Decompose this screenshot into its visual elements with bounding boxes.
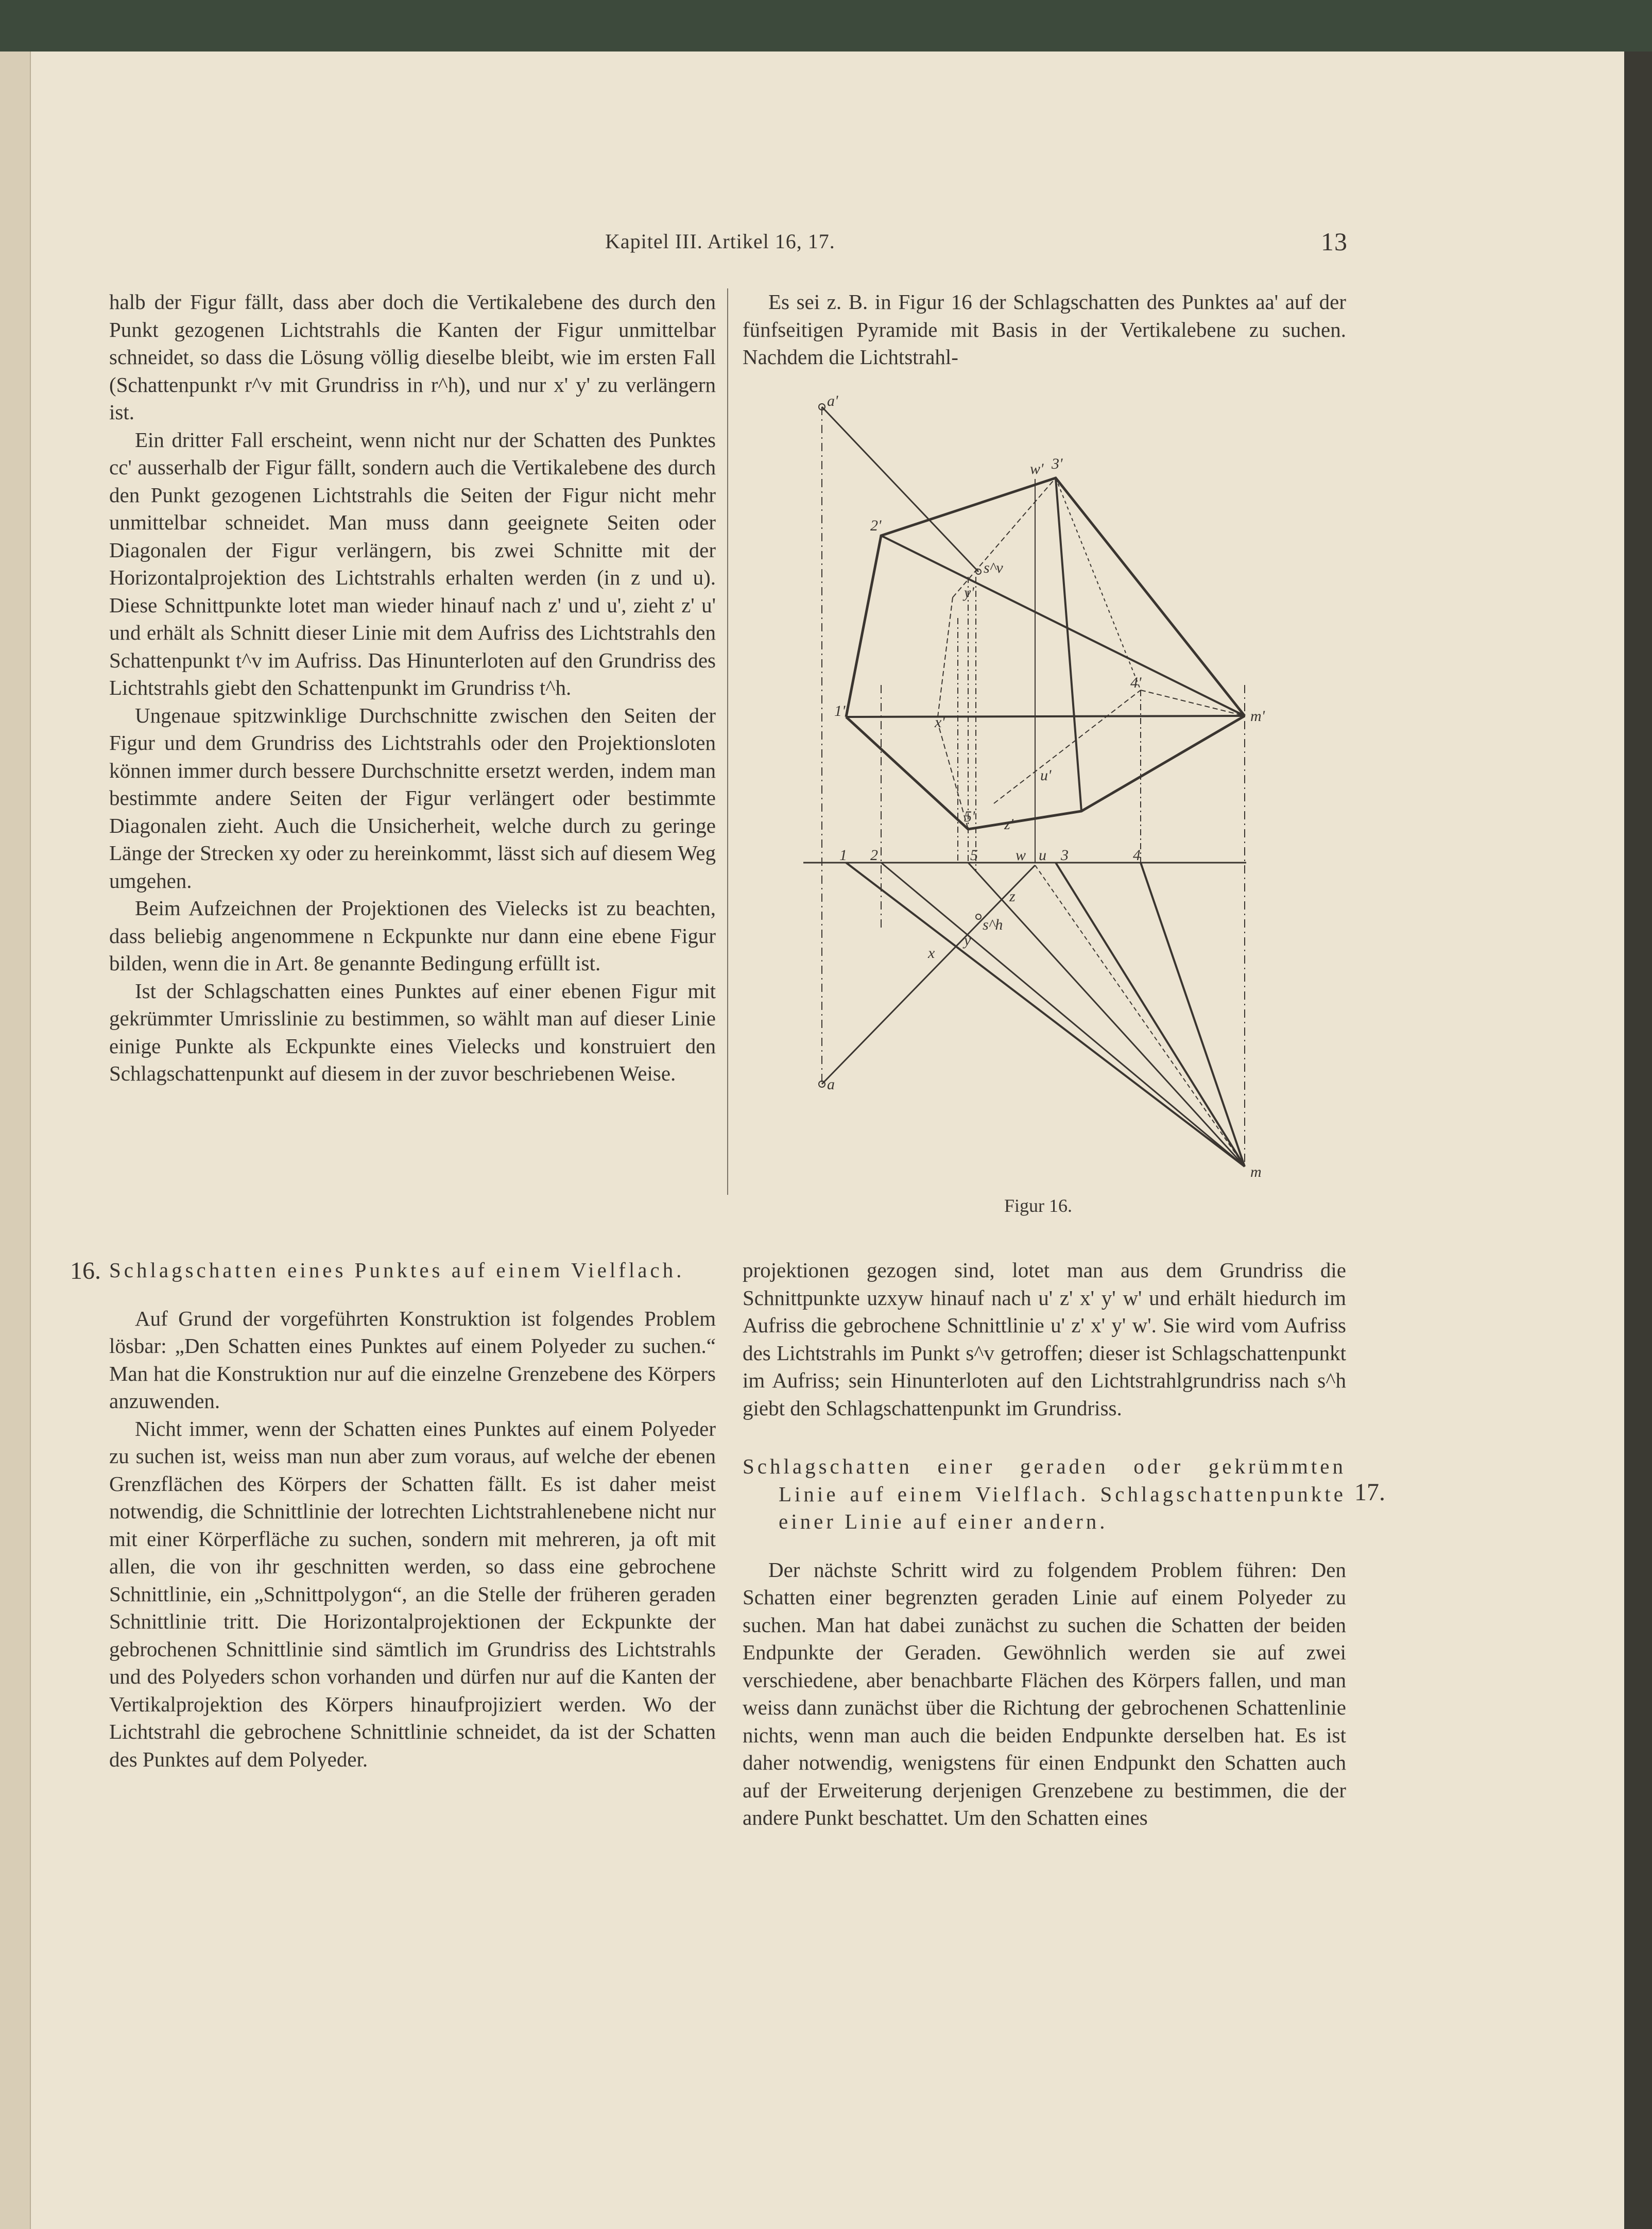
label-5: 5 <box>970 847 978 864</box>
figure-16-diagram <box>788 391 1277 1195</box>
label-x-prime: x' <box>935 714 945 731</box>
label-w-prime: w' <box>1030 460 1044 477</box>
section-16 <box>109 1257 716 1773</box>
label-a-prime: a' <box>827 392 838 409</box>
right-column-bottom <box>743 1257 1346 1832</box>
label-z: z <box>1009 888 1016 905</box>
paragraph: Auf Grund der vorgeführten Konstruktion ist folgendes Problem lösbar: „Den Schatten eines Punktes auf einem Polyeder zu suchen.“ Man hat die Konstruktion nur auf die einzelne Grenzebene des Körpers anzuwenden. <box>109 1306 716 1413</box>
label-u: u <box>1039 847 1046 864</box>
paragraph: projektionen gezogen sind, lotet man aus dem Grundriss die Schnittpunkte uzxyw hinauf nach u' z' x' y' w' und erhält hiedurch im Aufriss die gebrochene Schnittlinie u' z' x' y' w'. Sie wird vom Aufriss des Lichtstrahls im Punkt s^v getroffen; dieser ist Schlagschattenpunkt im Aufriss; sein Hinunterloten auf den Lichtstrahlgrundriss nach s^h giebt den Schlagschattenpunkt im Grundriss. <box>743 1258 1346 1420</box>
label-4-prime: 4' <box>1130 674 1142 691</box>
label-1: 1 <box>839 847 847 864</box>
paragraph: Beim Aufzeichnen der Projektionen des Vielecks ist zu beachten, dass beliebig angenommene n Eckpunkte nur dann eine ebene Figur bilden, wenn die in Art. 8e genannte Bedingung erfüllt ist. <box>109 896 716 975</box>
label-a: a <box>827 1076 835 1093</box>
paragraph: Ein dritter Fall erscheint, wenn nicht nur der Schatten des Punktes cc' ausserhalb der Figur fällt, sondern auch die Vertikalebene des durch den Punkt gezogenen Lichtstrahls die Seiten der Figur nicht mehr unmittelbar schneidet. Man muss dann geeignete Seiten oder Diagonalen der Figur verlängern, bis zwei Schnitte mit der Horizontalprojektion des Lichtstrahls erhalten werden (in z und u). Diese Schnittpunkte lotet man wieder hinauf nach z' und u', zieht z' u' und erhält als Schnitt dieser Linie mit dem Aufriss des Lichtstrahls den Schattenpunkt t^v im Aufriss. Das Hinunterloten auf den Grundriss des Lichtstrahls giebt den Schattenpunkt im Grundriss t^h. <box>109 427 716 699</box>
label-u-prime: u' <box>1040 767 1052 784</box>
paragraph: Nicht immer, wenn der Schatten eines Punktes auf einem Polyeder zu suchen ist, weiss man nun aber zum voraus, auf welche der ebenen Grenzflächen des Körpers der Schatten fällt. Es ist daher meist notwendig, die Schnittlinie der lotrechten Lichtstrahlenebene nicht nur mit einer Körperfläche zu suchen, sondern mit mehreren, ja oft mit allen, die von ihr geschnitten werden, so dass eine gebrochene Schnittlinie, ein „Schnittpolygon“, an die Stelle der früheren geraden Schnittlinie tritt. Die Horizontalprojektionen der Eckpunkte der gebrochenen Schnittlinie sind sämtlich im Grundriss des Lichtstrahls und des Polyeders schon vorhanden und dürfen nur auf die Kanten der Vertikalprojektion des Körpers hinaufprojiziert werden. Wo der Lichtstrahl die gebrochene Schnittlinie schneidet, da ist der Schatten des Punktes auf dem Polyeder. <box>109 1416 716 1771</box>
label-y: y <box>964 932 971 949</box>
label-2: 2 <box>870 847 878 864</box>
label-3-prime: 3' <box>1052 455 1063 472</box>
left-column-top <box>109 288 716 1088</box>
label-3: 3 <box>1061 847 1069 864</box>
label-5-prime: 5' <box>964 808 975 825</box>
section-16-number: 16. <box>70 1257 101 1284</box>
label-sv: s^v <box>984 559 1003 576</box>
label-z-prime: z' <box>1004 816 1014 833</box>
facing-page-edge <box>0 52 31 2229</box>
running-head: Kapitel III. Artikel 16, 17. <box>605 230 835 253</box>
label-2-prime: 2' <box>870 517 882 534</box>
paragraph: Es sei z. B. in Figur 16 der Schlagschatten des Punktes aa' auf der fünfseitigen Pyramide mit Basis in der Vertikalebene zu suchen. Nachdem die Lichtstrahl- <box>743 290 1346 369</box>
column-divider <box>727 288 728 1195</box>
book-edge-shadow <box>1624 52 1652 2229</box>
section-17-title: Schlagschatten einer geraden oder gekrümmten Linie auf einem Vielflach. Schlagschattenpunkte einer Linie auf einer andern. <box>743 1454 1346 1533</box>
label-4: 4 <box>1133 847 1141 864</box>
label-x: x <box>928 945 935 962</box>
right-column-top <box>743 288 1346 371</box>
label-w: w <box>1016 847 1026 864</box>
label-m-prime: m' <box>1250 708 1265 725</box>
label-1-prime: 1' <box>834 702 846 719</box>
section-16-title: Schlagschatten eines Punktes auf einem Vielflach. <box>109 1258 685 1282</box>
label-sh: s^h <box>983 916 1003 933</box>
paragraph: halb der Figur fällt, dass aber doch die Vertikalebene des durch den Punkt gezogenen Lichtstrahls die Kanten der Figur unmittelbar schneidet, so dass die Lösung völlig dieselbe bleibt, wie im ersten Fall (Schattenpunkt r^v mit Grundriss in r^h), und nur x' y' zu verlängern ist. <box>109 290 716 424</box>
label-m: m <box>1250 1163 1262 1180</box>
label-y-prime: y' <box>964 584 974 601</box>
section-17-number: 17. <box>1354 1479 1385 1506</box>
figure-caption: Figur 16. <box>1004 1195 1073 1216</box>
paragraph: Ungenaue spitzwinklige Durchschnitte zwischen den Seiten der Figur und dem Grundriss des Lichtstrahls oder den Projektionsloten können immer durch bessere Durchschnitte ersetzt werden, indem man bestimmte andere Seiten der Figur verlängert oder bestimmte Diagonalen zieht. Auch die Unsicherheit, welche durch zu geringe Länge der Strecken xy oder zu hereinkommt, lässt sich auf diesem Weg umgehen. <box>109 703 716 893</box>
paragraph: Ist der Schlagschatten eines Punktes auf einer ebenen Figur mit gekrümmter Umrisslinie zu bestimmen, so wählt man auf dieser Linie einige Punkte als Eckpunkte eines Vielecks und konstruiert den Schlagschattenpunkt auf diesem in der zuvor beschriebenen Weise. <box>109 979 716 1085</box>
paragraph: Der nächste Schritt wird zu folgendem Problem führen: Den Schatten einer begrenzten geraden Linie auf einem Polyeder zu suchen. Man hat dabei zunächst zu suchen die Schatten der beiden Endpunkte der Geraden. Gewöhnlich werden sie auf zwei verschiedene, aber benachbarte Flächen des Körpers fallen, und man weiss dann zunächst über die Richtung der gebrochenen Schattenlinie nichts, wenn man auch die beiden Endpunkte derselben hat. Es ist daher notwendig, wenigstens für einen Endpunkt den Schatten auch auf der Erweiterung derjenigen Grenzebene zu bestimmen, die der andere Punkt beschattet. Um den Schatten eines <box>743 1557 1346 1829</box>
page-number: 13 <box>1321 227 1348 256</box>
